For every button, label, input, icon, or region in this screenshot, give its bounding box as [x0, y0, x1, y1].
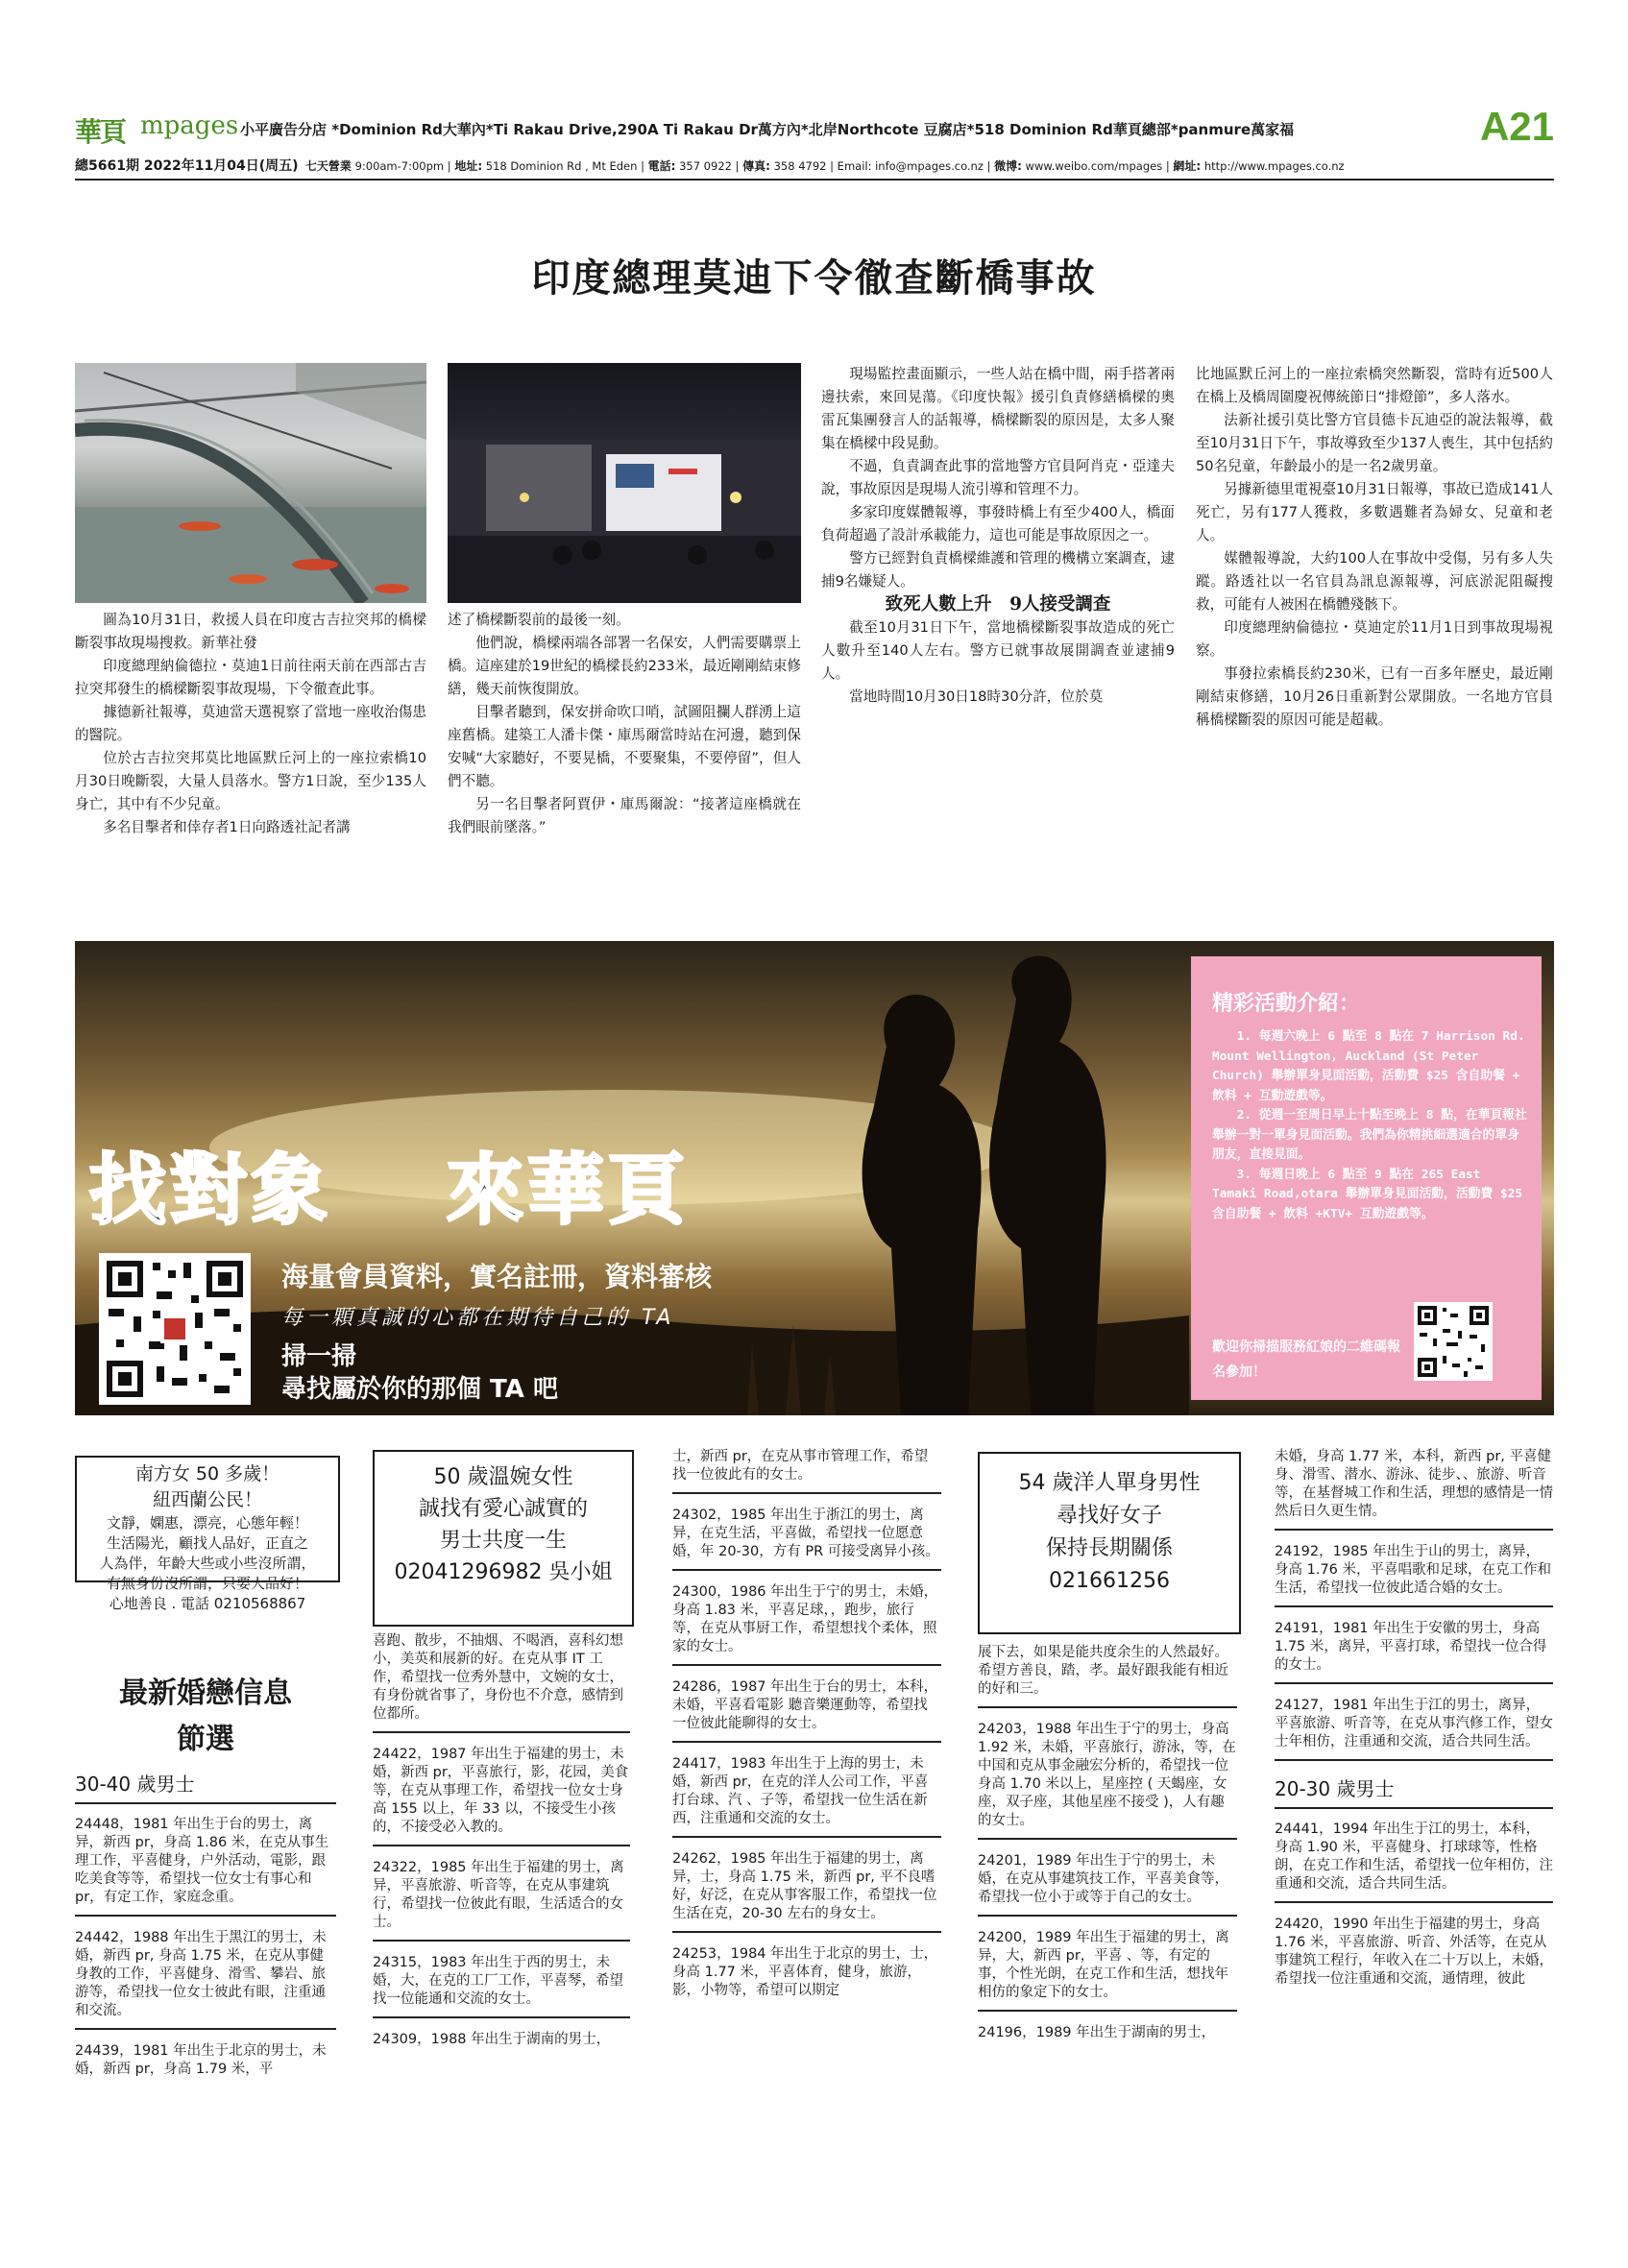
ad2-line: 50 歲溫婉女性 — [433, 1465, 573, 1489]
phone: 357 0922 — [679, 159, 732, 173]
classified-entry: 24203，1988 年出生于宁的男士，身高 1.92 米，未婚，平喜旅行，游泳，等，在中国和克从事金融宏分析的，希望找一位身高 1.70 米以上，星座控 ( 天蝎座，女座，双子座，其他星座不接受 )，人有趣的女士。 — [978, 1721, 1237, 1840]
events-footer: 歡迎你掃描服務紅娘的二維碼報名參加！ — [1212, 1339, 1400, 1380]
weibo-label: 微博: — [994, 159, 1022, 173]
classified-entry: 24200，1989 年出生于福建的男士，离异，大，新西 pr，平喜 、等，有定的事，个性光朗，在克工作和生活，想找年相仿的象定下的女士。 — [978, 1929, 1237, 2012]
events-title: 精彩活動介紹： — [1212, 992, 1361, 1016]
website: http://www.mpages.co.nz — [1203, 159, 1345, 173]
classified-entry: 24262，1985 年出生于福建的男士，离异，士，身高 1.75 米，新西 pr, 平不良嗜好，好泛，在克从事客服工作，希望找一位生活在克，20-30 左右的身女士。 — [672, 1850, 941, 1933]
event-item: 1. 每週六晚上 6 點至 8 點在 7 Harrison Rd. Mount Wellington, Auckland (St Peter Church) 舉辦單身見面活動，活動費 $25 含自助餐 + 飲料 + 互動遊戲等。 — [1212, 1029, 1525, 1103]
qr-code-icon[interactable] — [99, 1253, 251, 1405]
classified-entry: 24302，1985 年出生于浙江的男士，离异，在克生活，平喜做，希望找一位愿意婚，年 20-30，方有 PR 可接受离异小孩。 — [672, 1507, 941, 1571]
ad1-body-line: 文靜，嫻惠，漂亮，心態年輕！ — [106, 1514, 308, 1532]
weibo: www.weibo.com/mpages — [1025, 159, 1163, 173]
article-paragraph: 多家印度媒體報導，事發時橋上有至少400人，橋面負荷超過了設計承載能力，這也可能是事故原因之一。 — [821, 504, 1175, 543]
branch-list: 小平廣告分店 *Dominion Rd大華內*Ti Rakau Drive,290A Ti Rakau Dr萬方內*北岸Northcote 豆腐店*518 Dominion Rd華頁總部*panmure萬家福 — [240, 121, 1295, 138]
logo-english: mpages — [140, 111, 239, 140]
classified-entry: 24442，1988 年出生于黑江的男士，未婚，新西 pr, 身高 1.75 米，在克从事健身教的工作，平喜健身、滑雪、攀岩、旅游等，希望找一位女士彼此有眼，注重通和交流。 — [75, 1929, 336, 2030]
article-paragraph: 現場監控畫面顯示，一些人站在橋中間，兩手搭著兩邊扶索，來回晃蕩。《印度快報》援引負責修繕橋樑的奧雷瓦集團發言人的話報導，橋樑斷裂的原因是，太多人聚集在橋樑中段晃動。 — [821, 366, 1175, 451]
classified-entry: 24300，1986 年出生于宁的男士，未婚，身高 1.83 米，平喜足球，，跑步，旅行等，在克从事厨工作，希望想找个柔体，照家的女士。 — [672, 1583, 941, 1666]
issue-date: 總5661期 2022年11月04日(周五) — [75, 158, 299, 174]
qr-code-icon[interactable] — [1414, 1302, 1493, 1381]
classified-entry: 24315，1983 年出生于西的男士，未婚，大，在克的工厂工作，平喜琴，希望找一位能通和交流的女士。 — [373, 1954, 630, 2018]
article-column-2 — [448, 609, 801, 839]
event-item: 2. 從週一至周日早上十點至晚上 8 點，在華頁報社舉辦一對一單身見面活動。我們為你精挑細選適合的單身朋友，直接見面。 — [1212, 1108, 1527, 1162]
article-paragraph: 印度總理納倫德拉・莫迪1日前往兩天前在西部古吉拉突邦發生的橋樑斷裂事故現場，下令徹查此事。 — [75, 658, 426, 697]
article-paragraph: 比地區默丘河上的一座拉索橋突然斷裂，當時有近500人在橋上及橋周圍慶祝傳統節日“排燈節”，多人落水。 — [1196, 366, 1553, 405]
classified-entry: 24422，1987 年出生于福建的男士，未婚，新西 pr，平喜旅行，影，花园，美食等，在克从事理工作，希望找一位女士身高 155 以上，年 33 以，不接受生小孩的，不接受必入教的。 — [373, 1746, 630, 1846]
ad1-body — [77, 1513, 338, 1614]
article-paragraph: 警方已經對負責橋樑維護和管理的機構立案調查，逮捕9名嫌疑人。 — [821, 550, 1175, 590]
banner-slogan-1: 海量會員資料，實名註冊，資料審核 — [281, 1261, 713, 1292]
classified-entry: 24286，1987 年出生于台的男士，本科，未婚，平喜看電影 聽音樂運動等，希望找一位彼此能聊得的女士。 — [672, 1678, 941, 1743]
ad1-title — [77, 1461, 338, 1513]
article-paragraph: 多名目擊者和倖存者1日向路透社記者講 — [103, 819, 351, 835]
classified-entry: 士，新西 pr，在克从事市管理工作，希望找一位彼此有的女士。 — [672, 1448, 941, 1494]
article-paragraph: 截至10月31日下午，當地橋樑斷裂事故造成的死亡人數升至140人左右。警方已就事故展開調查並逮捕9人。 — [821, 619, 1175, 682]
events-panel — [1191, 956, 1542, 1400]
masthead — [75, 104, 1554, 179]
classified-entry: 24420，1990 年出生于福建的男士，身高 1.76 米，平喜旅游、听音、外活等，在克从事建筑工程行，年收入在二十万以上，未婚，希望找一位注重通和交流，通情理，彼此 — [1275, 1917, 1553, 1987]
article-headline: 印度總理莫迪下令徹查斷橋事故 — [531, 256, 1097, 301]
classified-column-2 — [373, 1632, 630, 2069]
classified-column-1 — [75, 1769, 336, 2099]
fax-label: 傳真: — [742, 159, 770, 173]
classified-entry: 24253，1984 年出生于北京的男士，士，身高 1.77 米，平喜体育，健身，旅游，影，小物等，希望可以期定 — [672, 1946, 938, 1998]
classified-column-3 — [672, 1448, 941, 2020]
banner-slogan-4: 尋找屬於你的那個 TA 吧 — [281, 1375, 558, 1404]
article-paragraph: 他們說，橋樑兩端各部署一名保安，人們需要購票上橋。這座建於19世紀的橋樑長約233米，最近剛剛結束修繕，幾天前恢復開放。 — [448, 635, 801, 697]
classified-entry: 24196，1989 年出生于湖南的男士， — [978, 2025, 1216, 2040]
classified-entry: 喜跑、散步，不抽烟、不喝酒，喜科幻想小，美英和展新的好。在克从事 IT 工作，希望找一位秀外慧中，文婉的女士，有身份就省事了，身份也不介意，感情到位都所。 — [373, 1632, 630, 1733]
article-paragraph: 另一名目擊者阿賈伊・庫馬爾說：“接著這座橋就在我們眼前墜落。” — [448, 796, 801, 835]
address: 518 Dominion Rd , Mt Eden — [485, 159, 638, 173]
article-paragraph: 當地時間10月30日18時30分許，位於莫 — [849, 688, 1104, 705]
banner-title-right: 來華頁 — [447, 1146, 689, 1235]
banner-title-left: 找對象 — [89, 1146, 331, 1235]
section-title-line: 節選 — [177, 1723, 234, 1756]
age-group-heading: 30-40 歲男士 — [75, 1769, 336, 1804]
ad3-line: 保持長期關係 — [1045, 1536, 1173, 1560]
classified-entry: 24441，1994 年出生于江的男士，本科，身高 1.90 米，平喜健身、打球球等，性格朗，在克工作和生活，希望找一位年相仿，注重通和交流，适合共同生活。 — [1275, 1821, 1553, 1903]
article-column-3 — [821, 363, 1175, 709]
article-subhead: 致死人數上升 9人接受調查 — [885, 594, 1111, 615]
banner-slogan-3: 掃一掃 — [281, 1342, 357, 1371]
ad1-body-line: 心地善良 . 電話 0210568867 — [109, 1595, 306, 1612]
classified-entry: 24201，1989 年出生于宁的男士，未婚，在克从事建筑技工作，平喜美食等，希望找一位小于或等于自己的女士。 — [978, 1852, 1237, 1917]
article-paragraph: 另據新德里電視臺10月31日報導，事故已造成141人死亡，另有177人獲救，多數遇難者為婦女、兒童和老人。 — [1196, 481, 1553, 543]
classified-entry: 24448，1981 年出生于台的男士，离异，新西 pr，身高 1.86 米，在克从事生理工作，平喜健身，户外活动，電影，跟吃美食等等，希望找一位女士有事心和 pr，有定工作，家庭念重。 — [75, 1816, 336, 1917]
classified-column-5 — [1275, 1448, 1553, 2009]
personal-ad-box-2 — [373, 1450, 634, 1627]
ad1-body-line: 生活陽光，顧找人品好，正直之 — [106, 1534, 308, 1552]
ad2-phone: 02041296982 吳小姐 — [394, 1560, 613, 1584]
personal-ad-box-1 — [75, 1456, 340, 1612]
ad1-body-line: 有無身份沒所謂，只要人品好！ — [106, 1575, 308, 1592]
ad2-line: 誠找有愛心誠實的 — [418, 1497, 588, 1521]
section-title-line: 最新婚戀信息 — [119, 1677, 292, 1710]
ad2-line: 男士共度一生 — [439, 1529, 567, 1553]
classified-entry: 未婚，身高 1.77 米，本科，新西 pr, 平喜健身、滑雪、潜水、游泳、徒步、、旅游、听音等，在基督城工作和生活，理想的感情是一情然后日久更生情。 — [1275, 1448, 1553, 1531]
page-number: A21 — [1479, 104, 1554, 149]
info-line: 總5661期 2022年11月04日(周五) 七天營業 9:00am-7:00pm | 地址: 518 Dominion Rd , Mt Eden | 電話: 357 0922 | 傳真: 358 4792 | Email: info@mpages.co.nz | 微博: www.weibo.com/mpages | 網址: http://www.mpages.co.nz — [75, 158, 1345, 174]
article-paragraph: 述了橋樑斷裂前的最後一刻。 — [448, 612, 630, 628]
article-paragraph: 媒體報導說，大約100人在事故中受傷，另有多人失蹤。路透社以一名官員為訊息源報導，河底淤泥阻礙搜救，可能有人被困在橋體殘骸下。 — [1196, 550, 1553, 613]
article-column-1 — [75, 609, 426, 839]
classified-entry: 24191，1981 年出生于安徽的男士，身高 1.75 米，离异，平喜打球，希望找一位合得的女士。 — [1275, 1620, 1553, 1684]
personal-ad-box-3 — [978, 1452, 1241, 1634]
classified-column-4 — [978, 1644, 1237, 2063]
article-paragraph: 法新社援引莫比警方官員德卡瓦迪亞的說法報導，截至10月31日下午，事故導致至少137人喪生，其中包括約50名兒童，年齡最小的是一名2歲男童。 — [1196, 412, 1553, 474]
ad1-title-line: 紐西蘭公民！ — [152, 1489, 262, 1510]
article-paragraph: 據德新社報導，莫迪當天選視察了當地一座收治傷患的醫院。 — [75, 704, 426, 743]
article-paragraph: 不過，負責調查此事的當地警方官員阿肖克・亞達夫說，事故原因是現場人流引導和管理不力。 — [821, 458, 1175, 497]
header-rule — [75, 179, 1554, 181]
dating-banner-ad — [75, 941, 1554, 1415]
phone-label: 電話: — [647, 159, 676, 173]
article-paragraph: 目擊者聽到，保安拼命吹口哨，試圖阻攔人群湧上這座舊橋。建築工人潘卡傑・庫馬爾當時站在河邊，聽到保安喊“大家聽好，不要晃橋，不要聚集，不要停留”，但人們不聽。 — [448, 704, 801, 789]
ad1-body-line: 人為伴，年齡大些或小些沒所謂， — [99, 1555, 316, 1572]
classified-entry: 24127，1981 年出生于江的男士，离异，平喜旅游、听音等，在克从事汽修工作，望女士年相仿，注重通和交流，适合共同生活。 — [1275, 1697, 1553, 1761]
article-column-4 — [1196, 363, 1553, 732]
event-item: 3. 每週日晚上 6 點至 9 點在 265 East Tamaki Road,otara 舉辦單身見面活動，活動費 $25 含自助餐 + 飲料 +KTV+ 互動遊戲等。 — [1212, 1167, 1523, 1221]
classified-entry: 24439，1981 年出生于北京的男士，未婚，新西 pr，身高 1.79 米，平 — [75, 2043, 327, 2077]
article-paragraph: 位於古吉拉突邦莫比地區默丘河上的一座拉索橋10月30日晚斷裂，大量人員落水。警方1日說，至少135人身亡，其中有不少兒童。 — [75, 750, 426, 812]
bridge-collapse-photo — [75, 363, 426, 603]
classified-entry: 24309，1988 年出生于湖南的男士， — [373, 2032, 611, 2047]
classified-entry: 24417，1983 年出生于上海的男士，未婚，新西 pr，在克的洋人公司工作，平喜打台球、汽 、子等，希望找一位生活在新西，注重通和交流的女士。 — [672, 1755, 941, 1838]
banner-slogan-2: 每一顆真誠的心都在期待自己的 TA — [281, 1306, 675, 1330]
classified-entry: 24192，1985 年出生于山的男士，离异，身高 1.76 米，平喜唱歌和足球，在克工作和生活，希望找一位彼此适合婚的女士。 — [1275, 1543, 1553, 1607]
age-group-heading: 20-30 歲男士 — [1275, 1773, 1553, 1809]
ad3-line: 尋找好女子 — [1056, 1504, 1162, 1528]
article-paragraph: 印度總理納倫德拉・莫迪定於11月1日到事故現場視察。 — [1196, 619, 1553, 659]
email: Email: info@mpages.co.nz — [837, 159, 984, 173]
classified-entry: 24322，1985 年出生于福建的男士，离异，平喜旅游、听音等，在克从事建筑行，希望找一位彼此有眼，生活适合的女士。 — [373, 1859, 630, 1942]
photo-caption: 圖為10月31日，救援人員在印度古吉拉突邦的橋樑斷裂事故現場搜救。新華社發 — [75, 612, 426, 651]
article-paragraph: 事發拉索橋長約230米，已有一百多年歷史，最近剛剛結束修繕，10月26日重新對公眾開放。一名地方官員稱橋樑斷裂的原因可能是超載。 — [1196, 665, 1553, 728]
hours-label: 七天營業 — [304, 159, 352, 173]
website-label: 網址: — [1173, 159, 1202, 173]
logo-chinese: 華頁 — [75, 116, 126, 148]
address-label: 地址: — [454, 159, 483, 173]
section-title — [75, 1671, 336, 1763]
classified-entry: 展下去，如果是能共度余生的人然最好。希望方善良，踏，孝。最好跟我能有相近的好和三。 — [978, 1644, 1237, 1708]
rescue-night-photo — [448, 363, 801, 603]
ad3-line: 54 歲洋人單身男性 — [1018, 1471, 1201, 1495]
ad1-title-line: 南方女 50 多歲！ — [134, 1463, 280, 1484]
events-list — [1212, 1027, 1529, 1224]
ad3-phone: 021661256 — [1049, 1569, 1170, 1593]
hours: 9:00am-7:00pm — [354, 159, 445, 173]
fax: 358 4792 — [773, 159, 827, 173]
banner-title — [89, 1128, 804, 1239]
